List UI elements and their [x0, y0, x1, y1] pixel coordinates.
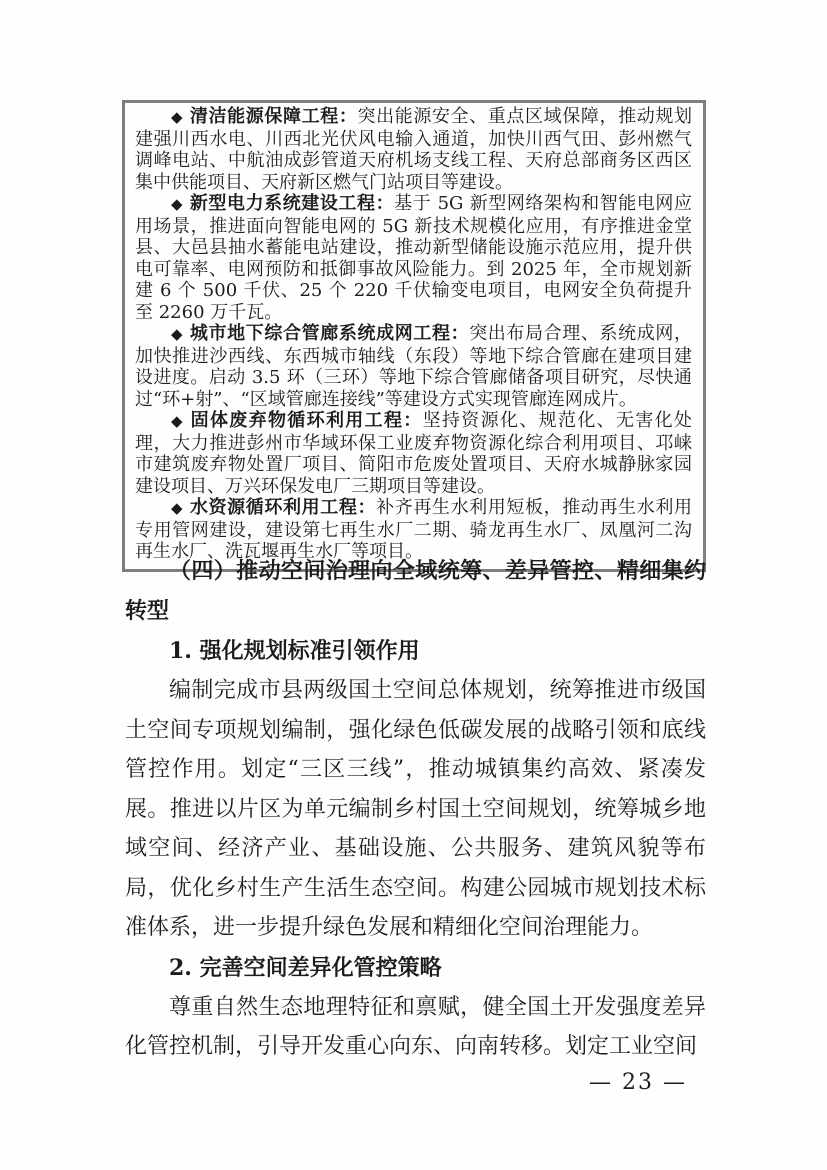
paragraph-1: 编制完成市县两级国土空间总体规划，统筹推进市级国土空间专项规划编制，强化绿色低碳发展的战略引领和底线管控作用。划定“三区三线”，推动城镇集约高效、紧凑发展。推进以片区为单元编制乡村国土空间规划，统筹城乡地域空间、经济产业、基础设施、公共服务、建筑风貌等布局，优化乡村生产生活生态空间。构建公园城市规划技术标准体系，进一步提升绿色发展和精细化空间治理能力。: [125, 678, 706, 940]
bullet-text: 突出能源安全、重点区域保障，推动规划建强川西水电、川西北光伏风电输入通道，加快川西气田、彭州燃气调峰电站、中航油成彭管道天府机场支线工程、天府总部商务区西区集中供能项目、天府新区燃气门站项目等建设。: [135, 106, 692, 193]
callout-bullet: [135, 193, 692, 323]
diamond-bullet-icon: ◆: [171, 325, 184, 343]
diamond-bullet-icon: ◆: [171, 195, 184, 213]
paragraph-2: 尊重自然生态地理特征和禀赋，健全国土开发强度差异化管控机制，引导开发重心向东、向南转移。划定工业空间: [125, 994, 706, 1059]
subsection-heading-1: 1. 强化规划标准引领作用: [169, 638, 420, 664]
diamond-bullet-icon: ◆: [171, 499, 184, 517]
bullet-text: 突出布局合理、系统成网，加快推进沙西线、东西城市轴线（东段）等地下综合管廊在建项目建设进度。启动 3.5 环（三环）等地下综合管廊储备项目研究，尽快通过“环+射”、“区域管廊连接线”等建设方式实现管廊连网成片。: [135, 323, 692, 410]
diamond-bullet-icon: ◆: [171, 108, 184, 126]
bullet-text: 补齐再生水利用短板，推动再生水利用专用管网建设，建设第七再生水厂二期、骑龙再生水厂、凤凰河二沟再生水厂、洗瓦堰再生水厂等项目。: [135, 497, 692, 562]
section-heading: （四）推动空间治理向全域统筹、差异管控、精细集约转型: [125, 558, 706, 624]
bullet-title: 清洁能源保障工程：: [189, 106, 358, 127]
callout-bullet: [135, 410, 692, 497]
bullet-text: 基于 5G 新型网络架构和智能电网应用场景，推进面向智能电网的 5G 新技术规模化应用，有序推进金堂县、大邑县抽水蓄能电站建设，推动新型储能设施示范应用，提升供电可靠率、电网预防和抵御事故风险能力。到 2025 年，全市规划新建 6 个 500 千伏、25 个 220 千伏输变电项目，电网安全负荷提升至 2260 万千瓦。: [135, 193, 692, 323]
bullet-title: 新型电力系统建设工程：: [189, 193, 395, 214]
bullet-text: 坚持资源化、规范化、无害化处理，大力推进彭州市华域环保工业废弃物资源化综合利用项目、邛崃市建筑废弃物处置厂项目、简阳市危废处置项目、天府水城静脉家园建设项目、万兴环保发电厂三期项目等建设。: [135, 410, 692, 497]
projects-callout-box: [122, 100, 706, 572]
callout-bullet: [135, 106, 692, 193]
bullet-title: 水资源循环利用工程：: [189, 497, 377, 518]
bullet-title: 城市地下综合管廊系统成网工程：: [189, 323, 470, 344]
page-number: — 23 —: [589, 1070, 687, 1095]
bullet-title: 固体废弃物循环利用工程：: [190, 410, 423, 431]
callout-bullet: [135, 323, 692, 410]
main-content: [125, 551, 706, 1067]
diamond-bullet-icon: ◆: [171, 412, 184, 430]
subsection-heading-2: 2. 完善空间差异化管控策略: [169, 954, 442, 981]
